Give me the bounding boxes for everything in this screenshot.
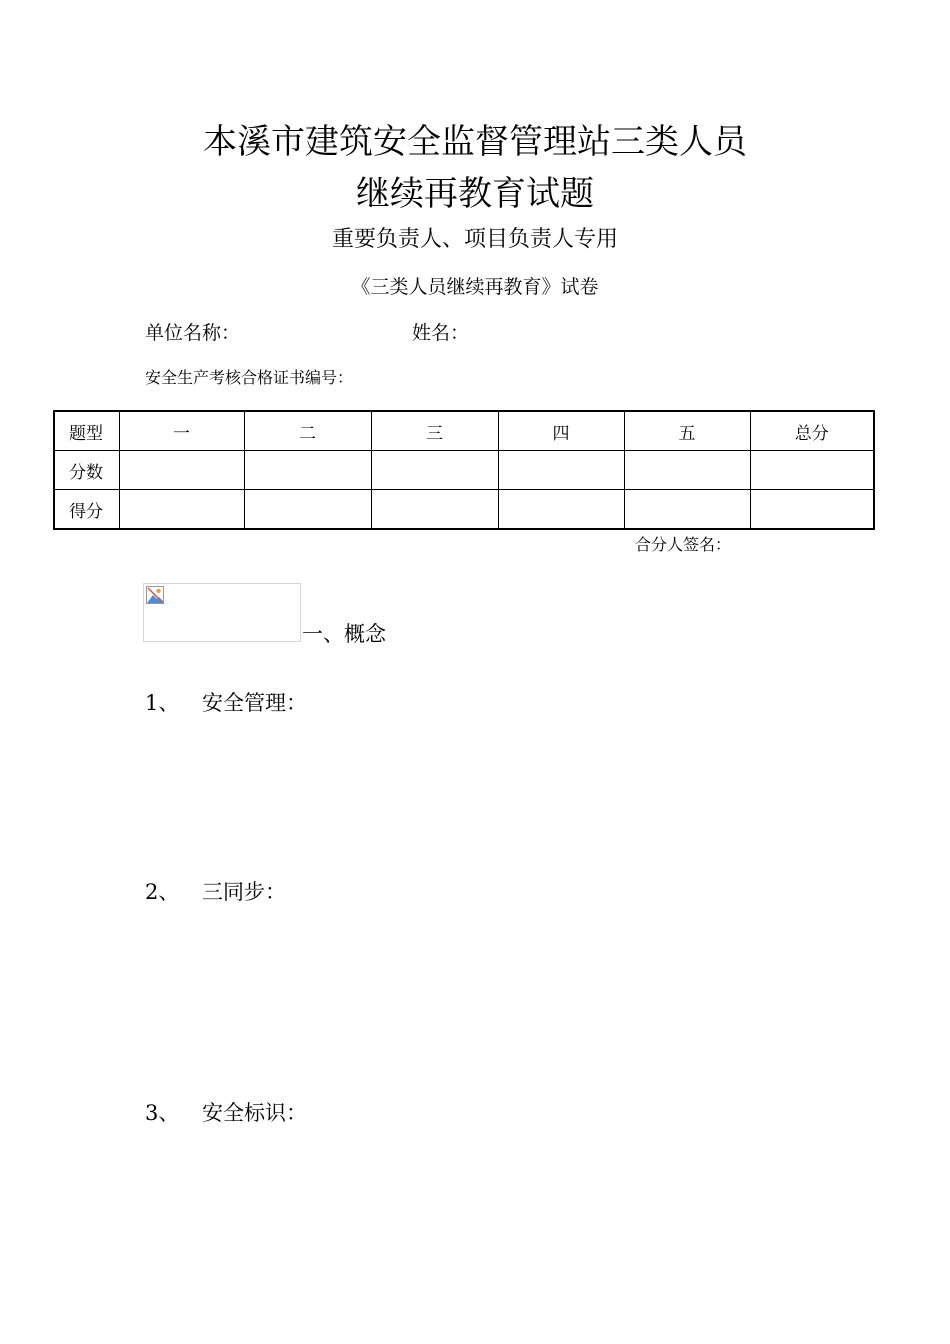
table-cell[interactable] bbox=[119, 451, 244, 490]
table-header-row bbox=[54, 411, 874, 451]
page-title: 本溪市建筑安全监督管理站三类人员 bbox=[203, 122, 747, 162]
certificate-number-label: 安全生产考核合格证书编号： bbox=[145, 368, 354, 387]
row-label: 得分 bbox=[54, 490, 119, 530]
image-placeholder bbox=[143, 583, 301, 642]
table-header-cell: 五 bbox=[624, 411, 750, 451]
question-number: 3、 bbox=[145, 1101, 180, 1125]
score-table bbox=[53, 410, 875, 530]
table-header-cell: 四 bbox=[498, 411, 624, 451]
table-cell[interactable] bbox=[624, 490, 750, 530]
exam-title: 《三类人员继续再教育》试卷 bbox=[351, 276, 599, 298]
table-cell[interactable] bbox=[119, 490, 244, 530]
table-cell[interactable] bbox=[371, 451, 498, 490]
question-text: 三同步： bbox=[202, 880, 286, 904]
scorer-signature-label: 合分人签名： bbox=[635, 535, 732, 554]
question-number: 1、 bbox=[145, 691, 180, 715]
unit-name-label: 单位名称： bbox=[145, 322, 241, 344]
section-heading: 一、概念 bbox=[302, 622, 386, 646]
table-header-cell: 三 bbox=[371, 411, 498, 451]
table-cell[interactable] bbox=[750, 490, 874, 530]
table-cell[interactable] bbox=[371, 490, 498, 530]
name-label: 姓名： bbox=[412, 322, 470, 344]
table-header-cell: 总分 bbox=[750, 411, 874, 451]
question-number: 2、 bbox=[145, 880, 180, 904]
table-cell[interactable] bbox=[244, 490, 371, 530]
table-row bbox=[54, 451, 874, 490]
page-title-line2: 继续再教育试题 bbox=[356, 174, 594, 214]
question-text: 安全标识： bbox=[202, 1101, 307, 1125]
table-cell[interactable] bbox=[750, 451, 874, 490]
table-cell[interactable] bbox=[624, 451, 750, 490]
table-header-cell: 一 bbox=[119, 411, 244, 451]
table-cell[interactable] bbox=[244, 451, 371, 490]
broken-image-icon bbox=[146, 586, 164, 604]
table-row bbox=[54, 490, 874, 530]
table-cell[interactable] bbox=[498, 490, 624, 530]
table-cell[interactable] bbox=[498, 451, 624, 490]
table-header-cell: 二 bbox=[244, 411, 371, 451]
subtitle: 重要负责人、项目负责人专用 bbox=[331, 227, 618, 252]
row-label: 分数 bbox=[54, 451, 119, 490]
table-header-cell: 题型 bbox=[54, 411, 119, 451]
question-text: 安全管理： bbox=[202, 691, 307, 715]
